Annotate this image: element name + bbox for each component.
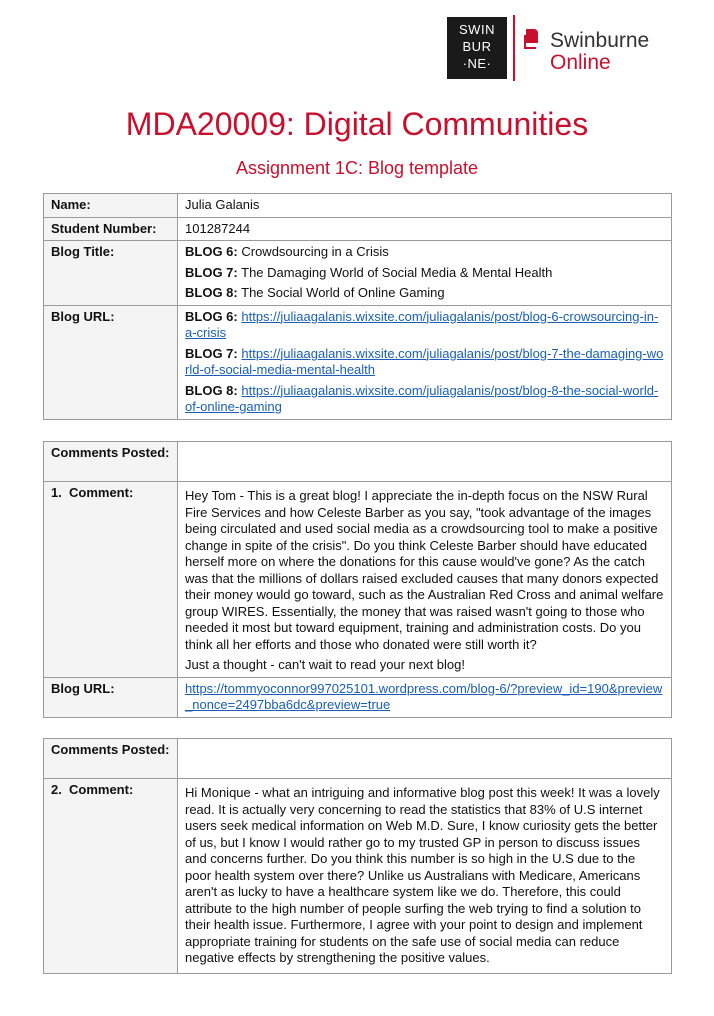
- blog-title-item: [185, 285, 664, 302]
- comment-url-cell: [178, 677, 672, 717]
- blog-title-text: The Damaging World of Social Media & Mental Health: [241, 264, 553, 280]
- table-row: [44, 217, 672, 241]
- blog-title-prefix: BLOG 6:: [185, 244, 238, 259]
- blog-url-list: [178, 305, 672, 419]
- blog-title-text: Crowdsourcing in a Crisis: [241, 244, 389, 259]
- wordmark-line2: Online: [550, 51, 611, 74]
- comment-paragraph: Hi Monique - what an intriguing and informative blog post this week! It was a lovely read. It is actually very concerning to read the statistics that 83% of U.S internet users seek medical information on Web M.D. Sure, I know curiosity gets the better of us, but I know I would rather go to my trusted GP in person to discuss issues and concerns further. Do you think this number is so high in the U.S due to the poor health system over there? Unlike us Australians with Medicare, Americans aren't as lucky to have a healthcare system like we do. Therefore, this could attribute to the high number of people surfing the web trying to find a solution to their health issue. Furthermore, I agree with your point to design and implement appropriate training for students on the safe use of social media can reduce negative effects by strengthening the positive values.: [185, 785, 660, 965]
- blog-url-item: [185, 309, 664, 342]
- blog-url-prefix: BLOG 6:: [185, 308, 238, 324]
- table-row: [44, 677, 672, 717]
- swinburne-logo-box: [447, 17, 507, 79]
- student-info-table: [43, 193, 672, 420]
- blog-title-item: [185, 244, 664, 261]
- comment-paragraph: Just a thought - can't wait to read your next blog!: [185, 657, 465, 672]
- comment-2-body: [178, 779, 672, 974]
- comments-posted-label: Comments Posted:: [44, 739, 178, 779]
- blog-title-item: [185, 265, 664, 282]
- comment-paragraph: Hey Tom - This is a great blog! I appreciate the in-depth focus on the NSW Rural Fire Services and how Celeste Barber as you say, "took advantage of the images being circulated and used social media as a crowdsourcing tool to make a positive change in spite of the crisis". Do you think Celeste Barber should have educated herself more on where the donations for this cause would've gone? As the catch was that the millions of dollars raised excluded causes that many donors expected their money would go toward, such as the Australian Red Cross and animal welfare group WIRES. Essentially, the money that was raised wasn't going to those who needed it most but toward equipment, training and administration costs. Do you think all her efforts and those who donated were still worth it?: [185, 488, 664, 652]
- name-label: Name:: [44, 194, 178, 218]
- blog-url-label: Blog URL:: [44, 305, 178, 419]
- blog-6-link[interactable]: https://juliaagalanis.wixsite.com/juliagalanis/post/blog-6-crowsourcing-in-a-crisis: [185, 308, 659, 340]
- logo-box-line: BUR: [462, 39, 492, 54]
- blog-title-prefix: BLOG 8:: [185, 285, 238, 300]
- blog-8-link[interactable]: https://juliaagalanis.wixsite.com/juliagalanis/post/blog-8-the-social-world-of-online-gaming: [185, 382, 659, 414]
- table-row: [44, 241, 672, 306]
- comment-number: 1.: [51, 485, 62, 500]
- comment-url-label: Blog URL:: [44, 677, 178, 717]
- name-value: Julia Galanis: [178, 194, 672, 218]
- comment-number: 2.: [51, 782, 62, 797]
- blog-7-link[interactable]: https://juliaagalanis.wixsite.com/juliagalanis/post/blog-7-the-damaging-world-of-social-media-mental-health: [185, 345, 664, 377]
- page-subtitle: Assignment 1C: Blog template: [235, 158, 479, 178]
- comments-posted-label: Comments Posted:: [44, 442, 178, 482]
- student-number-value: 101287244: [178, 217, 672, 241]
- logo-divider: [513, 15, 515, 81]
- table-row: [44, 442, 672, 482]
- comment-1-table: [43, 441, 672, 718]
- logo-box-line: SWIN: [459, 22, 495, 37]
- comment-2-table: [43, 738, 672, 974]
- comments-posted-value: [178, 442, 672, 482]
- swinburne-online-mark-icon: [522, 27, 542, 55]
- student-number-label: Student Number:: [44, 217, 178, 241]
- table-row: [44, 194, 672, 218]
- comment-1-body: [178, 482, 672, 678]
- blog-title-prefix: BLOG 7:: [185, 264, 238, 280]
- table-row: [44, 739, 672, 779]
- table-row: [44, 482, 672, 678]
- blog-url-prefix: BLOG 8:: [185, 382, 238, 398]
- blog-title-list: [178, 241, 672, 306]
- comment-label-cell: [44, 482, 178, 678]
- comment-label-cell: [44, 779, 178, 974]
- logo-box-line: ·NE·: [462, 56, 492, 71]
- comment-label: Comment:: [69, 485, 134, 500]
- table-row: [44, 305, 672, 419]
- blog-url-item: [185, 383, 664, 416]
- blog-url-item: [185, 346, 664, 379]
- comment-1-blog-link[interactable]: https://tommyoconnor997025101.wordpress.com/blog-6/?preview_id=190&preview_nonce=2497bba6dc&preview=true: [185, 680, 663, 712]
- comment-label: Comment:: [69, 782, 134, 797]
- blog-title-text: The Social World of Online Gaming: [241, 285, 445, 300]
- table-row: [44, 779, 672, 974]
- swinburne-online-wordmark: [550, 30, 649, 74]
- blog-url-prefix: BLOG 7:: [185, 345, 238, 361]
- wordmark-line1: Swinburne: [550, 29, 650, 52]
- blog-title-label: Blog Title:: [44, 241, 178, 306]
- comments-posted-value: [178, 739, 672, 779]
- page-title: MDA20009: Digital Communities: [125, 106, 589, 142]
